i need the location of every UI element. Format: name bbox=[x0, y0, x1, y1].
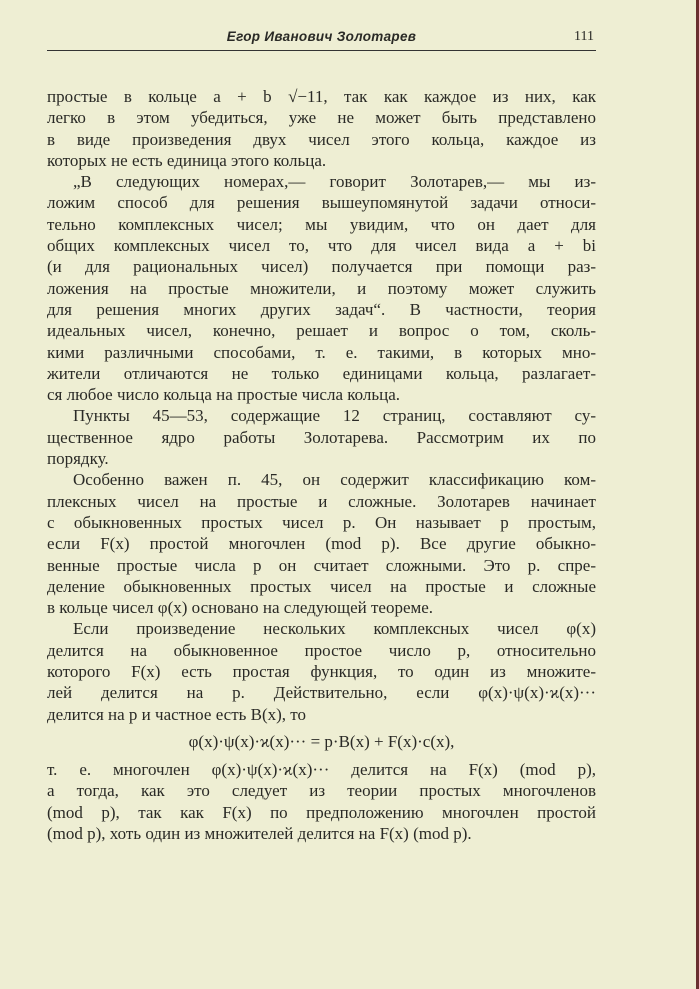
text-line: простые в кольце a + b √−11, так как каждое из них, как bbox=[47, 87, 596, 106]
text-line: ложения на простые множители, и поэтому может служить bbox=[47, 278, 596, 298]
paragraph bbox=[47, 86, 596, 171]
text-line: идеальных чисел, конечно, решает и вопрос о том, сколь- bbox=[47, 321, 596, 341]
text-line: которых не есть единица этого кольца. bbox=[47, 150, 327, 170]
text-line: Пункты 45—53, содержащие 12 страниц, составляют су- bbox=[73, 406, 596, 426]
paragraph bbox=[47, 469, 596, 618]
text-line: φ(x)·ψ(x)·ϰ(x)··· = p·B(x) + F(x)·c(x), bbox=[188, 731, 455, 751]
paragraph bbox=[47, 171, 596, 405]
text-line: „В следующих номерах,— говорит Золотарев,— мы из- bbox=[73, 172, 596, 192]
text-line: делится на обыкновенное простое число p, относительно bbox=[47, 640, 596, 660]
text-line: легко в этом убедиться, уже не может быть представлено bbox=[47, 108, 596, 128]
text-line: которого F(x) есть простая функция, то один из множите- bbox=[47, 662, 596, 682]
text-line: (mod p), так как F(x) по предположению многочлен простой bbox=[47, 802, 596, 822]
text-line: венные простые числа p он считает сложными. Это р. спре- bbox=[47, 555, 596, 575]
text-line: деление обыкновенных простых чисел на простые и сложные bbox=[47, 576, 596, 596]
text-line: Если произведение нескольких комплексных чисел φ(x) bbox=[73, 619, 596, 639]
paragraph bbox=[47, 618, 596, 724]
text-line: лей делится на p. Действительно, если φ(x)·ψ(x)·ϰ(x)··· bbox=[47, 683, 596, 703]
text-line: т. е. многочлен φ(x)·ψ(x)·ϰ(x)··· делится на F(x) (mod p), bbox=[47, 759, 596, 779]
text-line: жители отличаются не только единицами кольца, разлагает- bbox=[47, 363, 596, 383]
text-line: (и для рациональных чисел) получается при помощи раз- bbox=[47, 257, 596, 277]
text-line: ложим способ для решения вышеупомянутой задачи относи- bbox=[47, 193, 596, 213]
text-line: общих комплексных чисел то, что для чисел вида a + bi bbox=[47, 236, 596, 256]
display-formula bbox=[47, 725, 596, 759]
text-line: (mod p), хоть один из множителей делится на F(x) (mod p). bbox=[47, 823, 472, 843]
running-header bbox=[47, 28, 596, 51]
text-line: в виде произведения двух чисел этого кольца, каждое из bbox=[47, 129, 596, 149]
text-line: кими различными способами, т. е. такими, в которых мно- bbox=[47, 342, 596, 362]
text-line: щественное ядро работы Золотарева. Рассмотрим их по bbox=[47, 427, 596, 447]
text-line: в кольце чисел φ(x) основано на следующей теореме. bbox=[47, 598, 434, 618]
text-line: тельно комплексных чисел; мы увидим, что он дает для bbox=[47, 214, 596, 234]
page-number: 111 bbox=[574, 29, 594, 44]
text-line: для решения многих других задач“. В частности, теория bbox=[47, 299, 596, 319]
text-line: плексных чисел на простые и сложные. Золотарев начинает bbox=[47, 491, 596, 511]
text-line: если F(x) простой многочлен (mod p). Все другие обыкно- bbox=[47, 534, 596, 554]
text-line: ся любое число кольца на простые числа кольца. bbox=[47, 385, 401, 405]
paragraph bbox=[47, 405, 596, 469]
text-line: Особенно важен п. 45, он содержит классификацию ком- bbox=[73, 470, 596, 490]
text-line: делится на p и частное есть B(x), то bbox=[47, 704, 307, 724]
text-line: а тогда, как это следует из теории простых многочленов bbox=[47, 781, 596, 801]
text-line: с обыкновенных простых чисел p. Он называет p простым, bbox=[47, 512, 596, 532]
header-title: Егор Иванович Золотарев bbox=[226, 29, 417, 44]
text-line: порядку. bbox=[47, 449, 109, 469]
page-body bbox=[47, 86, 596, 844]
paragraph bbox=[47, 759, 596, 844]
